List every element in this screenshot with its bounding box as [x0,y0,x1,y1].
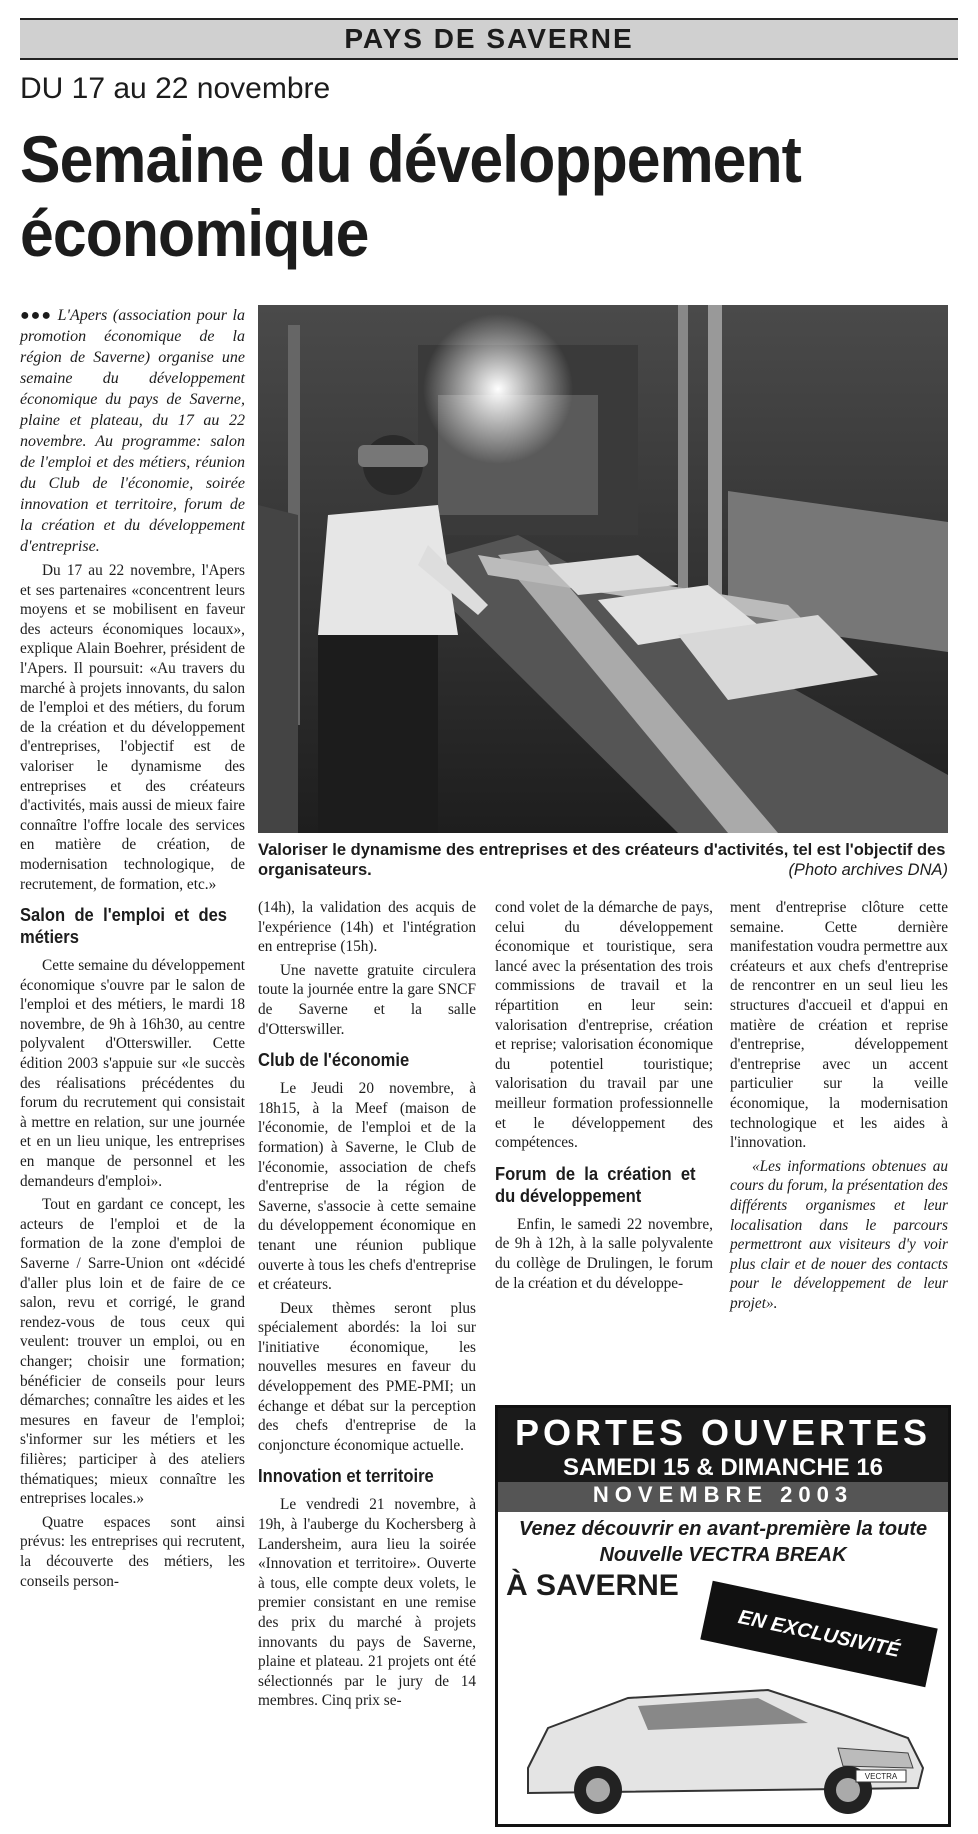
subhead-salon: Salon de l'emploi et des métiers [20,905,227,948]
body-paragraph: Enfin, le samedi 22 novembre, de 9h à 12h, à la salle polyvalente du collège de Drulingen, le forum de la création et du développe- [495,1215,713,1292]
headline: Semaine du développement économique [20,122,801,270]
ad-city: À SAVERNE [506,1569,679,1602]
body-paragraph: (14h), la validation des acquis de l'expérience (14h) et l'intégration en entreprise (15h). [258,899,476,956]
advertisement[interactable] [495,1405,951,1827]
body-paragraph: Une navette gratuite circulera toute la journée entre la gare SNCF de Saverne et la salle d'Otterswiller. [258,961,476,1038]
body-paragraph: Deux thèmes seront plus spécialement abordés: la loi sur l'initiative économique, les nouvelles mesures en faveur du développement des PME-PMI; un échange et débat sur la perception des chefs d'entreprise de la conjoncture économique actuelle. [258,1299,476,1454]
photo-credit: (Photo archives DNA) [788,861,948,879]
ad-month: NOVEMBRE 2003 [498,1482,948,1512]
column-2 [258,898,476,1715]
lead-text: L'Apers (association pour la promotion économique de la région de Saverne) organise une semaine du développement économique du pays de Saverne, plaine et plateau, du 17 au 22 novembre. Au programme: salon de l'emploi et des métiers, réunion du Club de l'économie, soirée innovation et territoire, forum de la création et du développement d'entreprise. [20,307,246,555]
subhead-innovation: Innovation et territoire [258,1466,434,1487]
dateline: DU 17 au 22 novembre [20,72,331,105]
factory-photo [258,305,948,833]
body-paragraph: Cette semaine du développement économique s'ouvre par le salon de l'emploi et des métiers, le mardi 18 novembre, de 9h à 16h30, au centre polyvalent d'Otterswiller. Cette édition 2003 s'appuie sur «le succès des réalisations précédentes du forum du recrutement qui consistait à mettre en relation, sur une journée et en un lieu unique, les entreprises en manque de personnel et les demandeurs d'emploi». [20,957,245,1190]
section-banner [20,18,958,60]
column-4 [730,898,948,1317]
body-paragraph: Le vendredi 21 novembre, à 19h, à l'auberge du Kochersberg à Landersheim, aura lieu la soirée «Innovation et territoire». Ouverte à tous, elle compte deux volets, le premier consistant en une remise des prix du marché à projets innovants du pays de Saverne, plaine et plateau. 21 projets ont été sélectionnés par le jury de 14 membres. Cinq prix se- [258,1496,476,1710]
body-paragraph: cond volet de la démarche de pays, celui du développement économique et touristique, sera lancé avec la présentation des trois commissions de travail et la répartition en leur sein: valorisation d'entreprise, création et reprise; valorisation économique du potentiel touristique; valorisation du travail par une meilleur formation professionnelle et le développement des compétences. [495,899,713,1152]
column-3 [495,898,713,1297]
ad-dates: SAMEDI 15 & DIMANCHE 16 [562,1454,884,1481]
factory-photo-illustration [258,305,948,833]
subhead-club: Club de l'économie [258,1050,410,1071]
ad-tagline: Venez découvrir en avant-première la toute Nouvelle VECTRA BREAK [518,1518,928,1566]
car-icon [508,1668,938,1818]
caption-text: Valoriser le dynamisme des entreprises et des créateurs d'activités, tel est l'objectif des organisateurs. [258,841,946,879]
column-1 [20,305,245,1595]
lead-paragraph [20,305,245,557]
ad-header [498,1408,948,1512]
ad-exclusive-badge: EN EXCLUSIVITÉ [700,1581,937,1688]
car-plate: VECTRA [864,1772,898,1781]
bullet-dots-icon: ●●● [20,307,52,324]
subhead-forum: Forum de la création et du développement [495,1163,696,1206]
body-paragraph: Le Jeudi 20 novembre, à 18h15, à la Meef (maison de l'économie, de l'emploi et de la formation) à Saverne, le Club de l'économie, association de chefs d'entreprise de la région de Saverne, s'associe à cette semaine du développement économique en tenant une réunion publique ouverte à tous les chefs d'entreprise et créateurs. [258,1080,476,1294]
ad-headline: PORTES OUVERTES [514,1412,932,1453]
body-paragraph: Quatre espaces sont ainsi prévus: les entreprises qui recrutent, la découverte des métiers, les conseils person- [20,1513,245,1590]
body-paragraph: ment d'entreprise clôture cette semaine. Cette dernière manifestation voudra permettre aux créateurs et aux chefs d'entreprise de rencontrer en un seul lieu les structures d'accueil et d'appui en matière de création et reprise d'entreprise, développement d'entreprise avec un accent particulier sur la veille économique, la modernisation technologique et les aides à l'innovation. [730,899,948,1152]
body-paragraph: «Les informations obtenues au cours du forum, la présentation des différents organismes et leur localisation dans le parcours permettront aux visiteurs d'y voir plus clair et de nouer des contacts pour le développement de leur projet». [730,1157,948,1312]
section-title: PAYS DE SAVERNE [344,23,634,54]
photo-caption [258,840,948,880]
body-paragraph: Du 17 au 22 novembre, l'Apers et ses partenaires «concentrent leurs moyens et se mobilisent en faveur des acteurs économiques locaux», explique Alain Boehrer, président de l'Apers. Il poursuit: «Au travers du marché à projets innovants, du salon de l'emploi et des métiers, du forum de la création et du développement d'entreprises, l'objectif est de valoriser le dynamisme des entreprises et des créateurs d'activités, mais aussi de mieux faire connaître l'offre locale des services en matière de création, de modernisation technologique, de recrutement, de formation, etc.» [20,562,245,893]
body-paragraph: Tout en gardant ce concept, les acteurs de l'emploi et de la formation de la zone d'emploi de Saverne / Sarre-Union ont «décidé d'aller plus loin et de faire de ce salon, revu et corrigé, le grand rendez-vous de tous ceux qui veulent: trouver un emploi, ou en changer; choisir une formation; bénéficier de conseils pour leurs démarches; connaître les aides et les mesures en faveur de l'emploi; s'informer sur les métiers et les filières; participer à des ateliers thématiques; mieux connaître les entreprises locales.» [20,1196,245,1508]
